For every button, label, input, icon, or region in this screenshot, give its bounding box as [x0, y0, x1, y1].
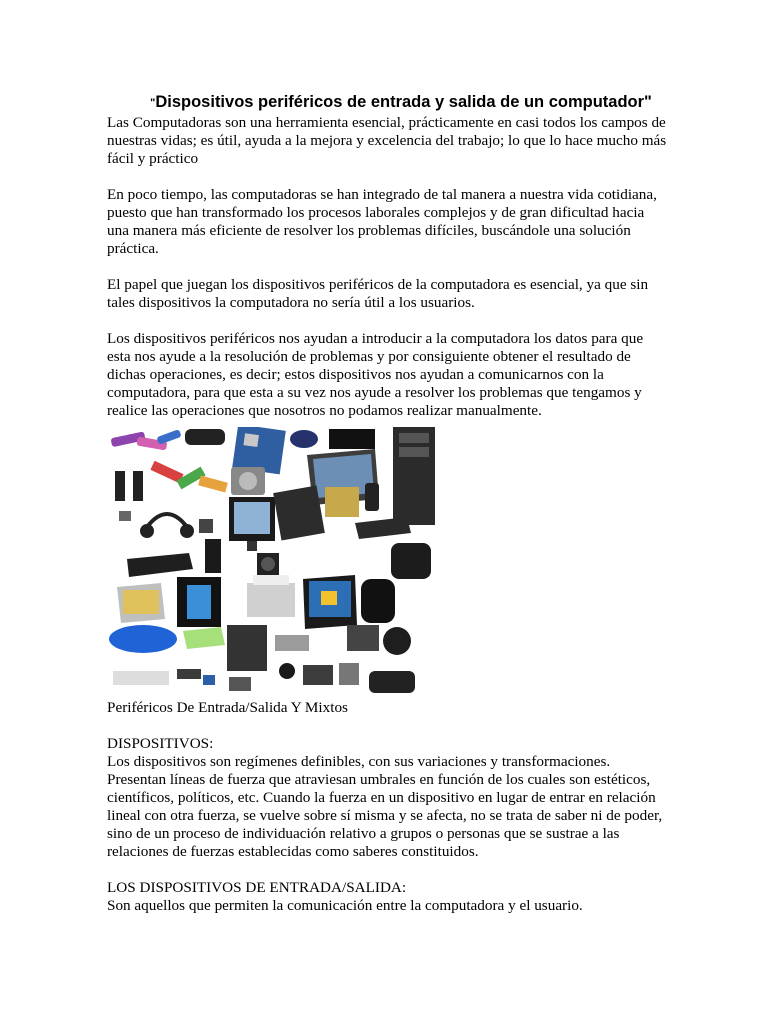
graphics-card-icon [273, 486, 325, 541]
keyboard-icon [113, 671, 169, 685]
paragraph-1: Las Computadoras son una herramienta esencial, prácticamente en casi todos los campos de nuestras vidas; es útil, ayuda a la mejora y excelencia del trabajo; lo que lo hace mucho más fácil y práctico [107, 114, 667, 167]
peripherals-collage-image [107, 427, 441, 699]
usb-adapter-icon [391, 543, 431, 579]
document-title [121, 90, 681, 114]
title-open-quote: " [150, 97, 156, 109]
cooling-pad-icon [109, 625, 177, 653]
section-heading-entrada-salida: LOS DISPOSITIVOS DE ENTRADA/SALIDA: [107, 879, 407, 896]
server-icon [227, 625, 267, 671]
title-text: Dispositivos periféricos de entrada y salida de un computador" [155, 93, 652, 111]
webcam-icon [365, 483, 379, 511]
backpack-icon [361, 579, 395, 623]
hard-drive-icon [185, 429, 225, 445]
printer-icon [247, 583, 295, 617]
usb-stick-icon [156, 429, 181, 445]
section-heading-dispositivos: DISPOSITIVOS: [107, 735, 214, 752]
speaker-icon [133, 471, 143, 501]
webcam-icon [383, 627, 411, 655]
section-text-entrada-salida: Son aquellos que permiten la comunicación entre la computadora y el usuario. [107, 897, 583, 914]
speaker-icon [115, 471, 125, 501]
section-text-dispositivos: Los dispositivos son regímenes definibles, con sus variaciones y transformaciones. Presentan líneas de fuerza que atraviesan umbrales en función de los cuales son estéticos, científicos, políticos, etc. Cuando la fuerza en un dispositivo en lugar de entrar en relación lineal con otra fuerza, se vuelve sobre sí misma y se afecta, no se trata de saber ni de poder, sino de un proceso de individuación relativo a grupos o personas que se sustrae a las relaciones de fuerzas establecidas como saberes constituidos. [107, 753, 663, 860]
paragraph-2: En poco tiempo, las computadoras se han integrado de tal manera a nuestra vida cotidiana, puesto que han transformado los procesos laborales complejos y de gran dificultad hacia una manera más eficiente de resolver los problemas difíciles, buscándole una solución práctica. [107, 186, 657, 257]
paragraph-4: Los dispositivos periféricos nos ayudan a introducir a la computadora los datos para que esta nos ayude a la resolución de problemas y por consiguiente obtener el resultado de dichas operaciones, es decir; estos dispositivos nos ayudan a comunicarnos con la computadora, para que esta a su vez nos ayude a resolver los problemas que tengamos y realice las operaciones que nosotros no podamos realizar manualmente. [107, 330, 644, 419]
keyboard-icon [355, 517, 411, 539]
external-drive-icon [329, 429, 375, 449]
speaker-icon [205, 539, 221, 573]
processor-icon [325, 487, 359, 517]
paragraph-3: El papel que juegan los dispositivos periféricos de la computadora es esencial, ya que sin tales dispositivos la computadora no sería útil a los usuarios. [107, 276, 649, 311]
headphones-icon [147, 514, 187, 527]
peripherals-collage-drawing [107, 427, 441, 699]
image-caption: Periféricos De Entrada/Salida Y Mixtos [107, 699, 348, 716]
mouse-icon [290, 430, 318, 448]
keyboard-icon [127, 553, 193, 577]
document-page [107, 90, 667, 915]
camera-bag-icon [369, 671, 415, 693]
